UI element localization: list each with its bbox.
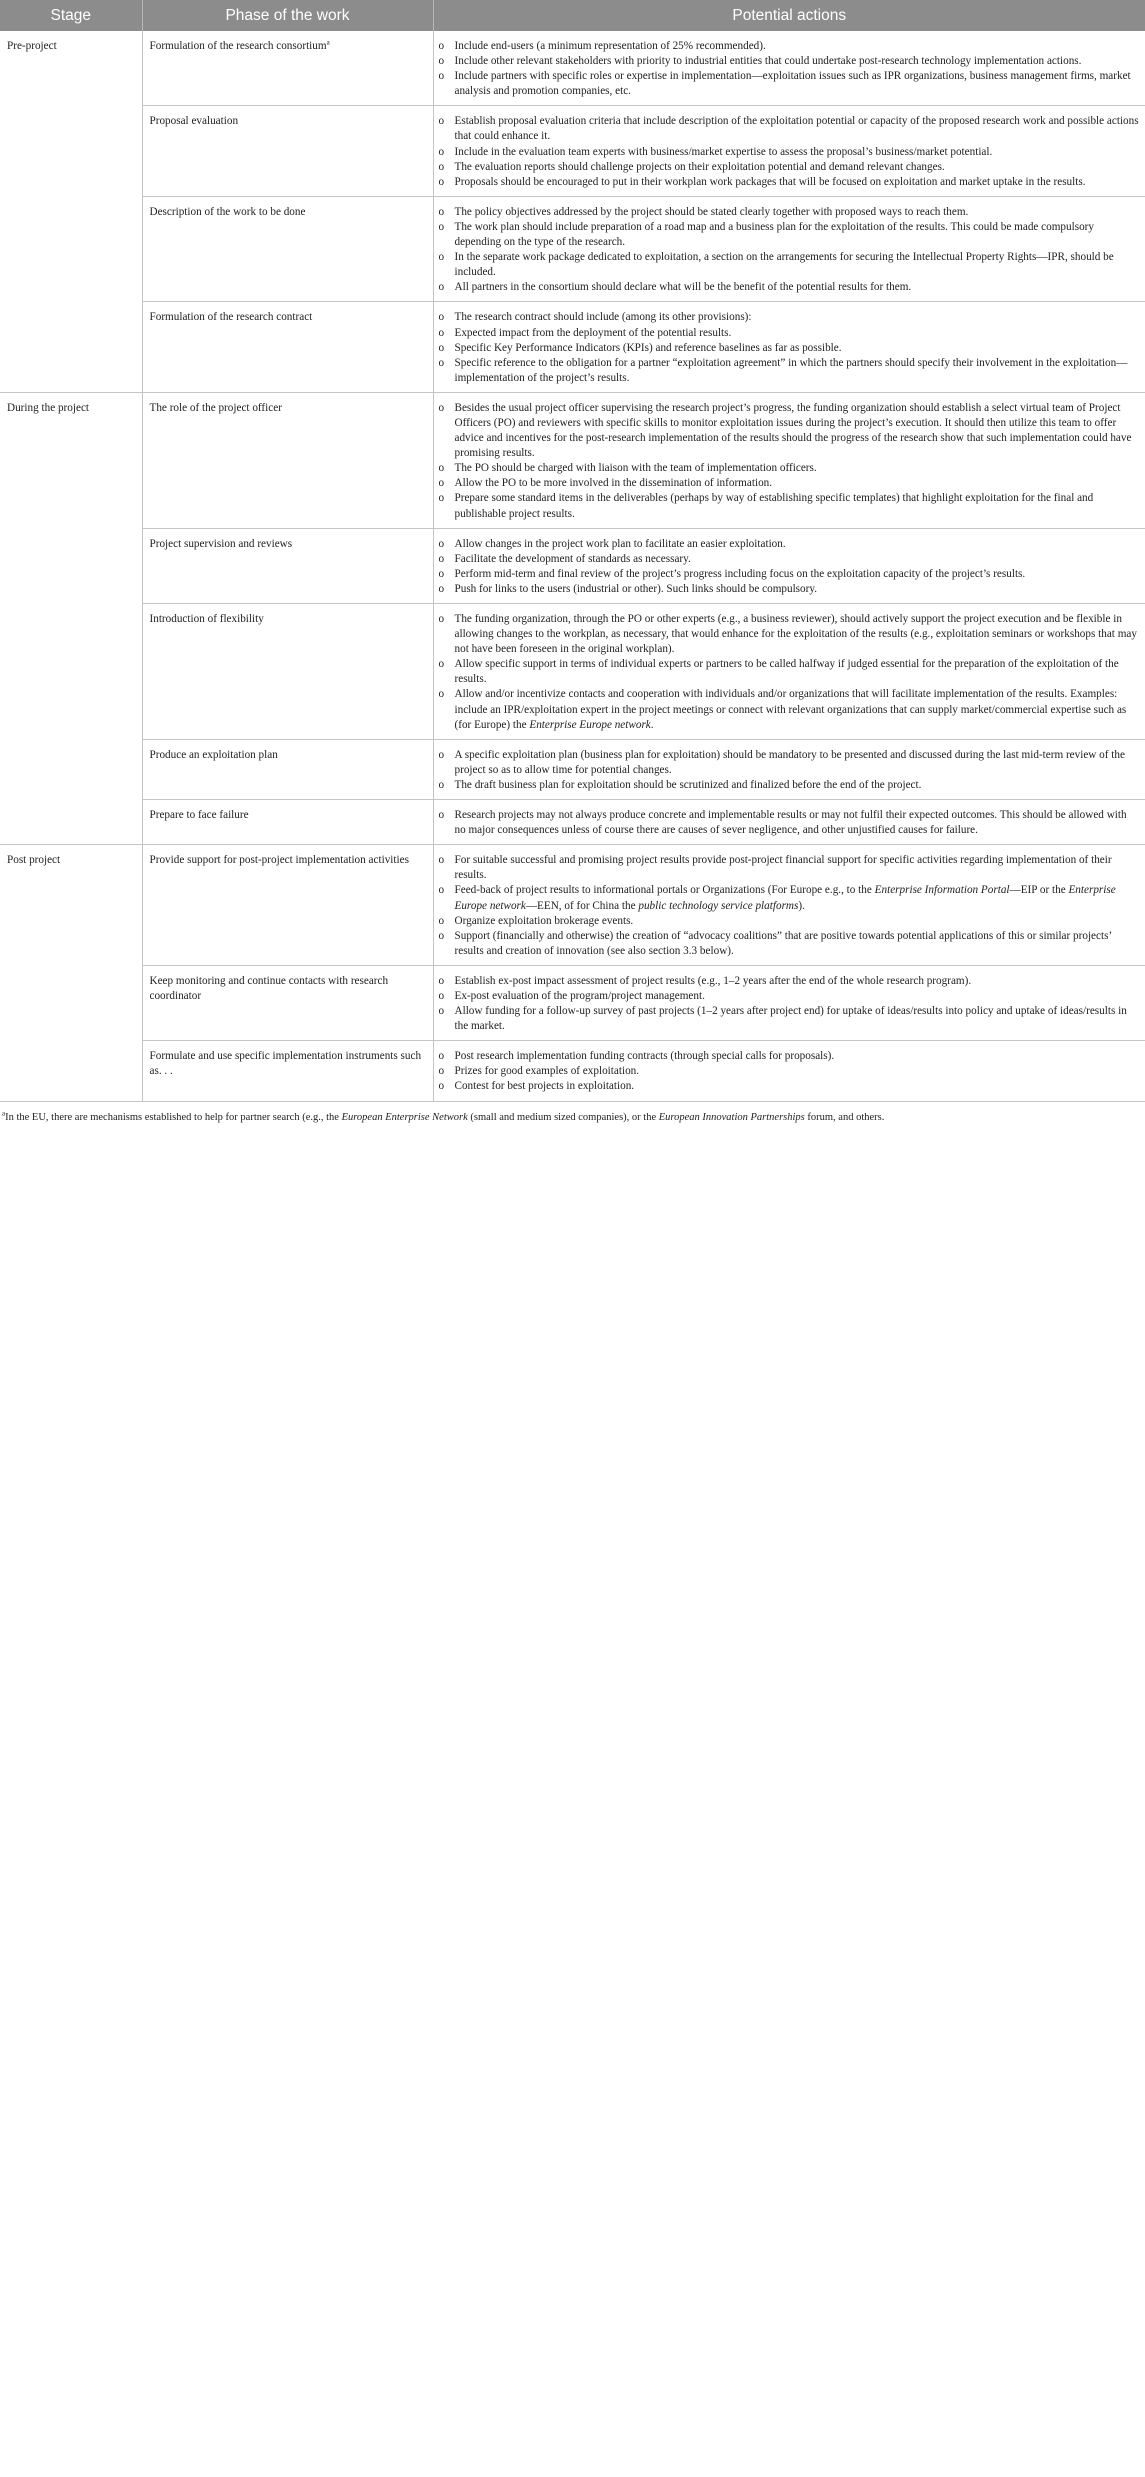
table-row [0, 800, 1145, 845]
phase-label: Prepare to face failure [149, 809, 249, 822]
phase-footnote-marker: a [326, 38, 330, 47]
stage-cell: Post project [0, 845, 142, 1101]
phase-cell [142, 800, 433, 845]
action-item: o Include other relevant stakeholders with priority to industrial entities that could undertake post-research technology implementation actions. [439, 54, 1141, 69]
actions-cell [433, 604, 1145, 740]
phase-cell [142, 196, 433, 302]
action-item: o The work plan should include preparation of a road map and a business plan for the exploitation of the results. This could be made compulsory depending on the type of the research. [439, 220, 1141, 250]
actions-cell [433, 302, 1145, 392]
action-item: o Ex-post evaluation of the program/project management. [439, 989, 1141, 1004]
document [0, 0, 1145, 1125]
actions-cell [433, 1041, 1145, 1101]
action-item: o Allow changes in the project work plan to facilitate an easier exploitation. [439, 537, 1141, 552]
action-item: o Perform mid-term and final review of the project’s progress including focus on the exploitation capacity of the project’s results. [439, 567, 1141, 582]
table-row [0, 1041, 1145, 1101]
action-item: o Contest for best projects in exploitation. [439, 1079, 1141, 1094]
exploitation-actions-table [0, 0, 1145, 1102]
action-item: o Organize exploitation brokerage events. [439, 914, 1141, 929]
actions-cell [433, 528, 1145, 603]
action-item: o Allow the PO to be more involved in the dissemination of information. [439, 476, 1141, 491]
action-item: o A specific exploitation plan (business plan for exploitation) should be mandatory to be presented and discussed during the last mid-term review of the project so as to allow time for potential changes. [439, 748, 1141, 778]
footnote-marker: a [2, 1109, 6, 1118]
table-body [0, 31, 1145, 1101]
action-item: o Allow and/or incentivize contacts and cooperation with individuals and/or organizations that will facilitate implementation of the results. Examples: include an IPR/exploitation expert in the project meetings or connect with relevant organizations that can supply market/commercial expertise such as (for Europe) the Enterprise Europe network. [439, 687, 1141, 732]
action-item: o Post research implementation funding contracts (through special calls for proposals). [439, 1049, 1141, 1064]
phase-cell [142, 392, 433, 528]
actions-list [439, 1049, 1141, 1094]
action-item: o In the separate work package dedicated to exploitation, a section on the arrangements for securing the Intellectual Property Rights—IPR, should be included. [439, 250, 1141, 280]
action-item: o Allow funding for a follow-up survey of past projects (1–2 years after project end) for uptake of ideas/results into policy and uptake of ideas/results in the market. [439, 1004, 1141, 1034]
footnote-text: In the EU, there are mechanisms established to help for partner search (e.g., the European Enterprise Network (small and medium sized companies), or the European Innovation Partnerships forum, and others. [5, 1111, 885, 1123]
actions-list [439, 310, 1141, 385]
phase-label: Project supervision and reviews [149, 537, 293, 550]
header-stage: Stage [0, 0, 142, 31]
action-item: o Support (financially and otherwise) the creation of “advocacy coalitions” that are positive towards potential applications of this or similar projects’ results and creation of innovation (see also section 3.3 below). [439, 929, 1141, 959]
action-item: o Specific Key Performance Indicators (KPIs) and reference baselines as far as possible. [439, 341, 1141, 356]
action-item: o Besides the usual project officer supervising the research project’s progress, the funding organization should establish a select virtual team of Project Officers (PO) and reviewers with specific skills to monitor exploitation issues during the project’s execution. It should then utilize this team to offer advice and incentives for the post-research implementation of the results should the progress of the research show that such implementation could have promising results. [439, 401, 1141, 461]
action-item: o Include partners with specific roles or expertise in implementation—exploitation issues such as IPR organizations, business management firms, market analysis and promotion companies, etc. [439, 69, 1141, 99]
action-item: o The research contract should include (among its other provisions): [439, 310, 1141, 325]
action-item: o Include in the evaluation team experts with business/market expertise to assess the proposal’s business/market potential. [439, 145, 1141, 160]
phase-label: Introduction of flexibility [149, 613, 264, 625]
phase-cell [142, 106, 433, 196]
table-row [0, 106, 1145, 196]
action-item: o The PO should be charged with liaison with the team of implementation officers. [439, 461, 1141, 476]
action-item: o The draft business plan for exploitation should be scrutinized and finalized before the end of the project. [439, 778, 1141, 793]
table-row [0, 845, 1145, 966]
table-footnote [0, 1102, 1145, 1125]
action-item: o Establish proposal evaluation criteria that include description of the exploitation potential or capacity of the proposed research work and possible actions that could enhance it. [439, 114, 1141, 144]
phase-cell [142, 302, 433, 392]
phase-cell [142, 739, 433, 799]
phase-cell [142, 604, 433, 740]
action-item: o Specific reference to the obligation for a partner “exploitation agreement” in which the partners should specify their involvement in the exploitation—implementation of the project’s results. [439, 356, 1141, 386]
actions-cell [433, 965, 1145, 1040]
actions-cell [433, 196, 1145, 302]
phase-cell [142, 965, 433, 1040]
stage-cell: During the project [0, 392, 142, 844]
table-header-row [0, 0, 1145, 31]
phase-cell [142, 845, 433, 966]
table-row [0, 604, 1145, 740]
actions-cell [433, 739, 1145, 799]
actions-cell [433, 800, 1145, 845]
phase-label: Formulation of the research consortium [149, 40, 327, 52]
actions-cell [433, 845, 1145, 966]
header-actions: Potential actions [433, 0, 1145, 31]
action-item: o All partners in the consortium should declare what will be the benefit of the potential results for them. [439, 280, 1141, 295]
phase-cell [142, 1041, 433, 1101]
action-item: o Prepare some standard items in the deliverables (perhaps by way of establishing specific templates) that highlight exploitation for the final and publishable project results. [439, 491, 1141, 521]
action-item: o Allow specific support in terms of individual experts or partners to be called halfway if judged essential for the preparation of the exploitation of the results. [439, 657, 1141, 687]
table-row [0, 528, 1145, 603]
action-item: o Prizes for good examples of exploitation. [439, 1064, 1141, 1079]
table-row [0, 965, 1145, 1040]
actions-list [439, 205, 1141, 296]
action-item: o Expected impact from the deployment of the potential results. [439, 326, 1141, 341]
phase-label: Description of the work to be done [149, 205, 306, 218]
action-item: o Feed-back of project results to informational portals or Organizations (For Europe e.g., to the Enterprise Information Portal—EIP or the Enterprise Europe network—EEN, of for China the public technology service platforms). [439, 883, 1141, 913]
phase-label: Formulation of the research contract [149, 311, 313, 324]
phase-label: Provide support for post-project implementation activities [149, 854, 409, 867]
action-item: o Research projects may not always produce concrete and implementable results or may not fulfil their expected outcomes. This should be allowed with no major consequences unless of course there are causes of sever negligence, and other unjustified causes for failure. [439, 808, 1141, 838]
phase-label: Proposal evaluation [149, 115, 239, 128]
table-row [0, 31, 1145, 106]
actions-list [439, 401, 1141, 522]
actions-cell [433, 392, 1145, 528]
stage-cell: Pre-project [7, 40, 57, 52]
table-row [0, 739, 1145, 799]
phase-label: Keep monitoring and continue contacts with research coordinator [149, 974, 389, 1002]
actions-list [439, 612, 1141, 733]
table-row [0, 196, 1145, 302]
phase-label: Produce an exploitation plan [149, 748, 278, 761]
action-item: o Establish ex-post impact assessment of project results (e.g., 1–2 years after the end of the whole research program). [439, 974, 1141, 989]
actions-cell [433, 106, 1145, 196]
actions-list [439, 853, 1141, 959]
action-item: o The evaluation reports should challenge projects on their exploitation potential and demand relevant changes. [439, 160, 1141, 175]
table-row [0, 392, 1145, 528]
actions-cell [433, 31, 1145, 106]
actions-list [439, 808, 1141, 838]
action-item: o Include end-users (a minimum representation of 25% recommended). [439, 39, 1141, 54]
action-item: o Push for links to the users (industrial or other). Such links should be compulsory. [439, 582, 1141, 597]
actions-list [439, 974, 1141, 1034]
phase-label: Formulate and use specific implementation instruments such as. . . [149, 1050, 422, 1078]
table-row [0, 302, 1145, 392]
action-item: o For suitable successful and promising project results provide post-project financial support for specific activities regarding implementation of their results. [439, 853, 1141, 883]
actions-list [439, 39, 1141, 99]
header-phase: Phase of the work [142, 0, 433, 31]
action-item: o Facilitate the development of standards as necessary. [439, 552, 1141, 567]
phase-cell [142, 31, 433, 106]
phase-cell [142, 528, 433, 603]
actions-list [439, 537, 1141, 597]
phase-label: The role of the project officer [149, 401, 282, 414]
action-item: o Proposals should be encouraged to put in their workplan work packages that will be focused on exploitation and market uptake in the results. [439, 175, 1141, 190]
action-item: o The funding organization, through the PO or other experts (e.g., a business reviewer), should actively support the project execution and be flexible in allowing changes to the workplan, as necessary, that would enhance for the exploitation of the results (e.g., exploitation seminars or workshops that may not have been foreseen in the original workplan). [439, 612, 1141, 657]
action-item: o The policy objectives addressed by the project should be stated clearly together with proposed ways to reach them. [439, 205, 1141, 220]
actions-list [439, 748, 1141, 793]
actions-list [439, 114, 1141, 189]
